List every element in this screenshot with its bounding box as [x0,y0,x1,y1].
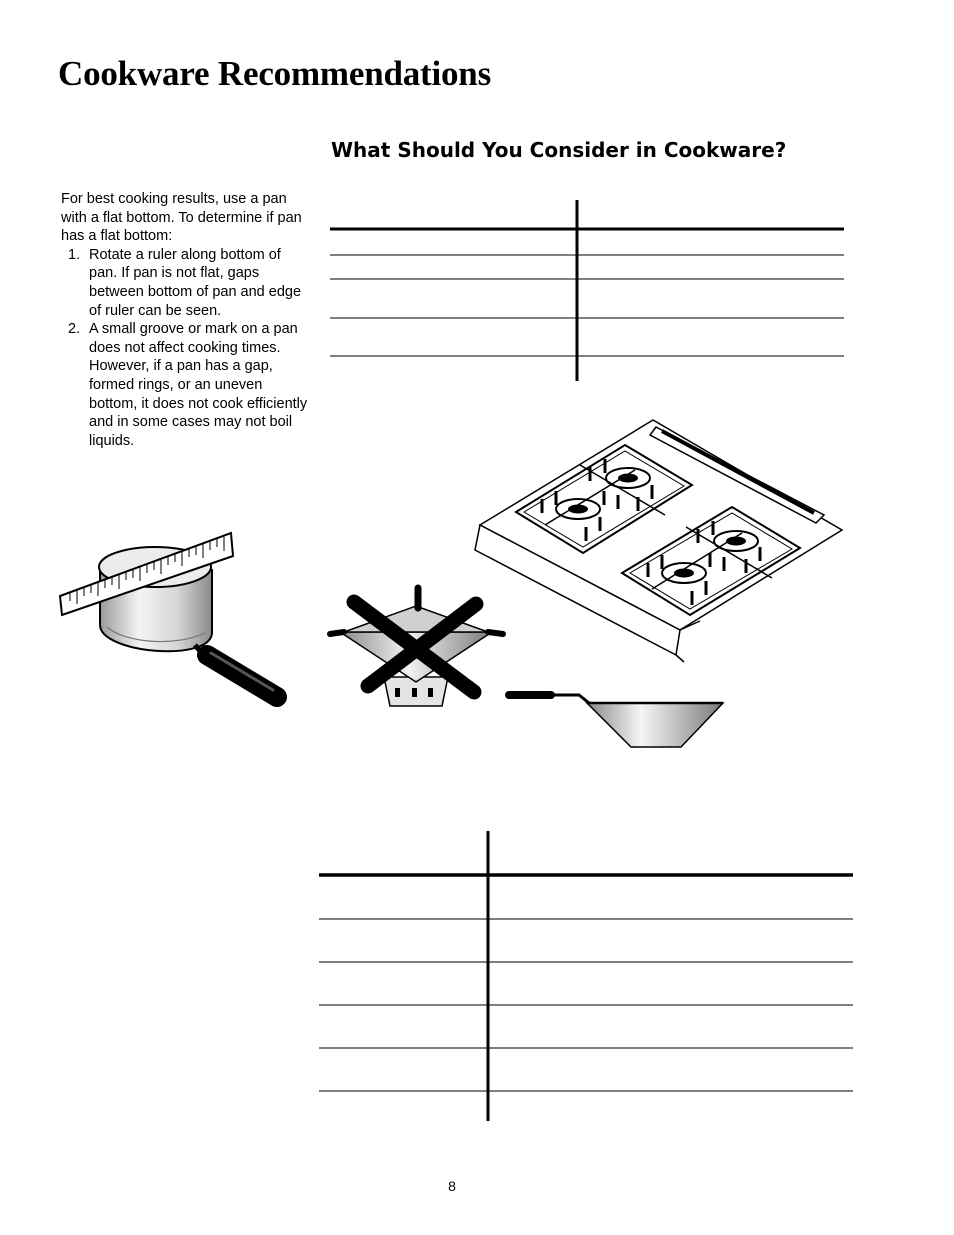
page-number: 8 [448,1178,456,1194]
intro-paragraph: For best cooking results, use a pan with a flat bottom. To determine if pan has a flat bottom: [61,191,302,245]
pan-with-ruler-illustration [55,525,295,715]
step-text: Rotate a ruler along bottom of pan. If pan is not flat, gaps between bottom of pan and edge of ruler can be seen. [89,246,302,319]
step-number: 2. [68,321,81,338]
step-1 [61,246,311,320]
page-title: Cookware Recommendations [58,54,491,93]
step-text: A small groove or mark on a pan does not affect cooking times. However, if a pan has a gap, formed rings, or an uneven bottom, it does not cook efficiently and in some cases may not boil liquids. [89,321,308,449]
flatness-steps [61,246,311,451]
cooktop-illustration [470,415,850,675]
step-2 [61,320,311,450]
flat-skillet-illustration [503,685,728,755]
intro-text [61,190,311,450]
step-number: 1. [68,246,81,263]
section-heading: What Should You Consider in Cookware? [331,138,787,162]
